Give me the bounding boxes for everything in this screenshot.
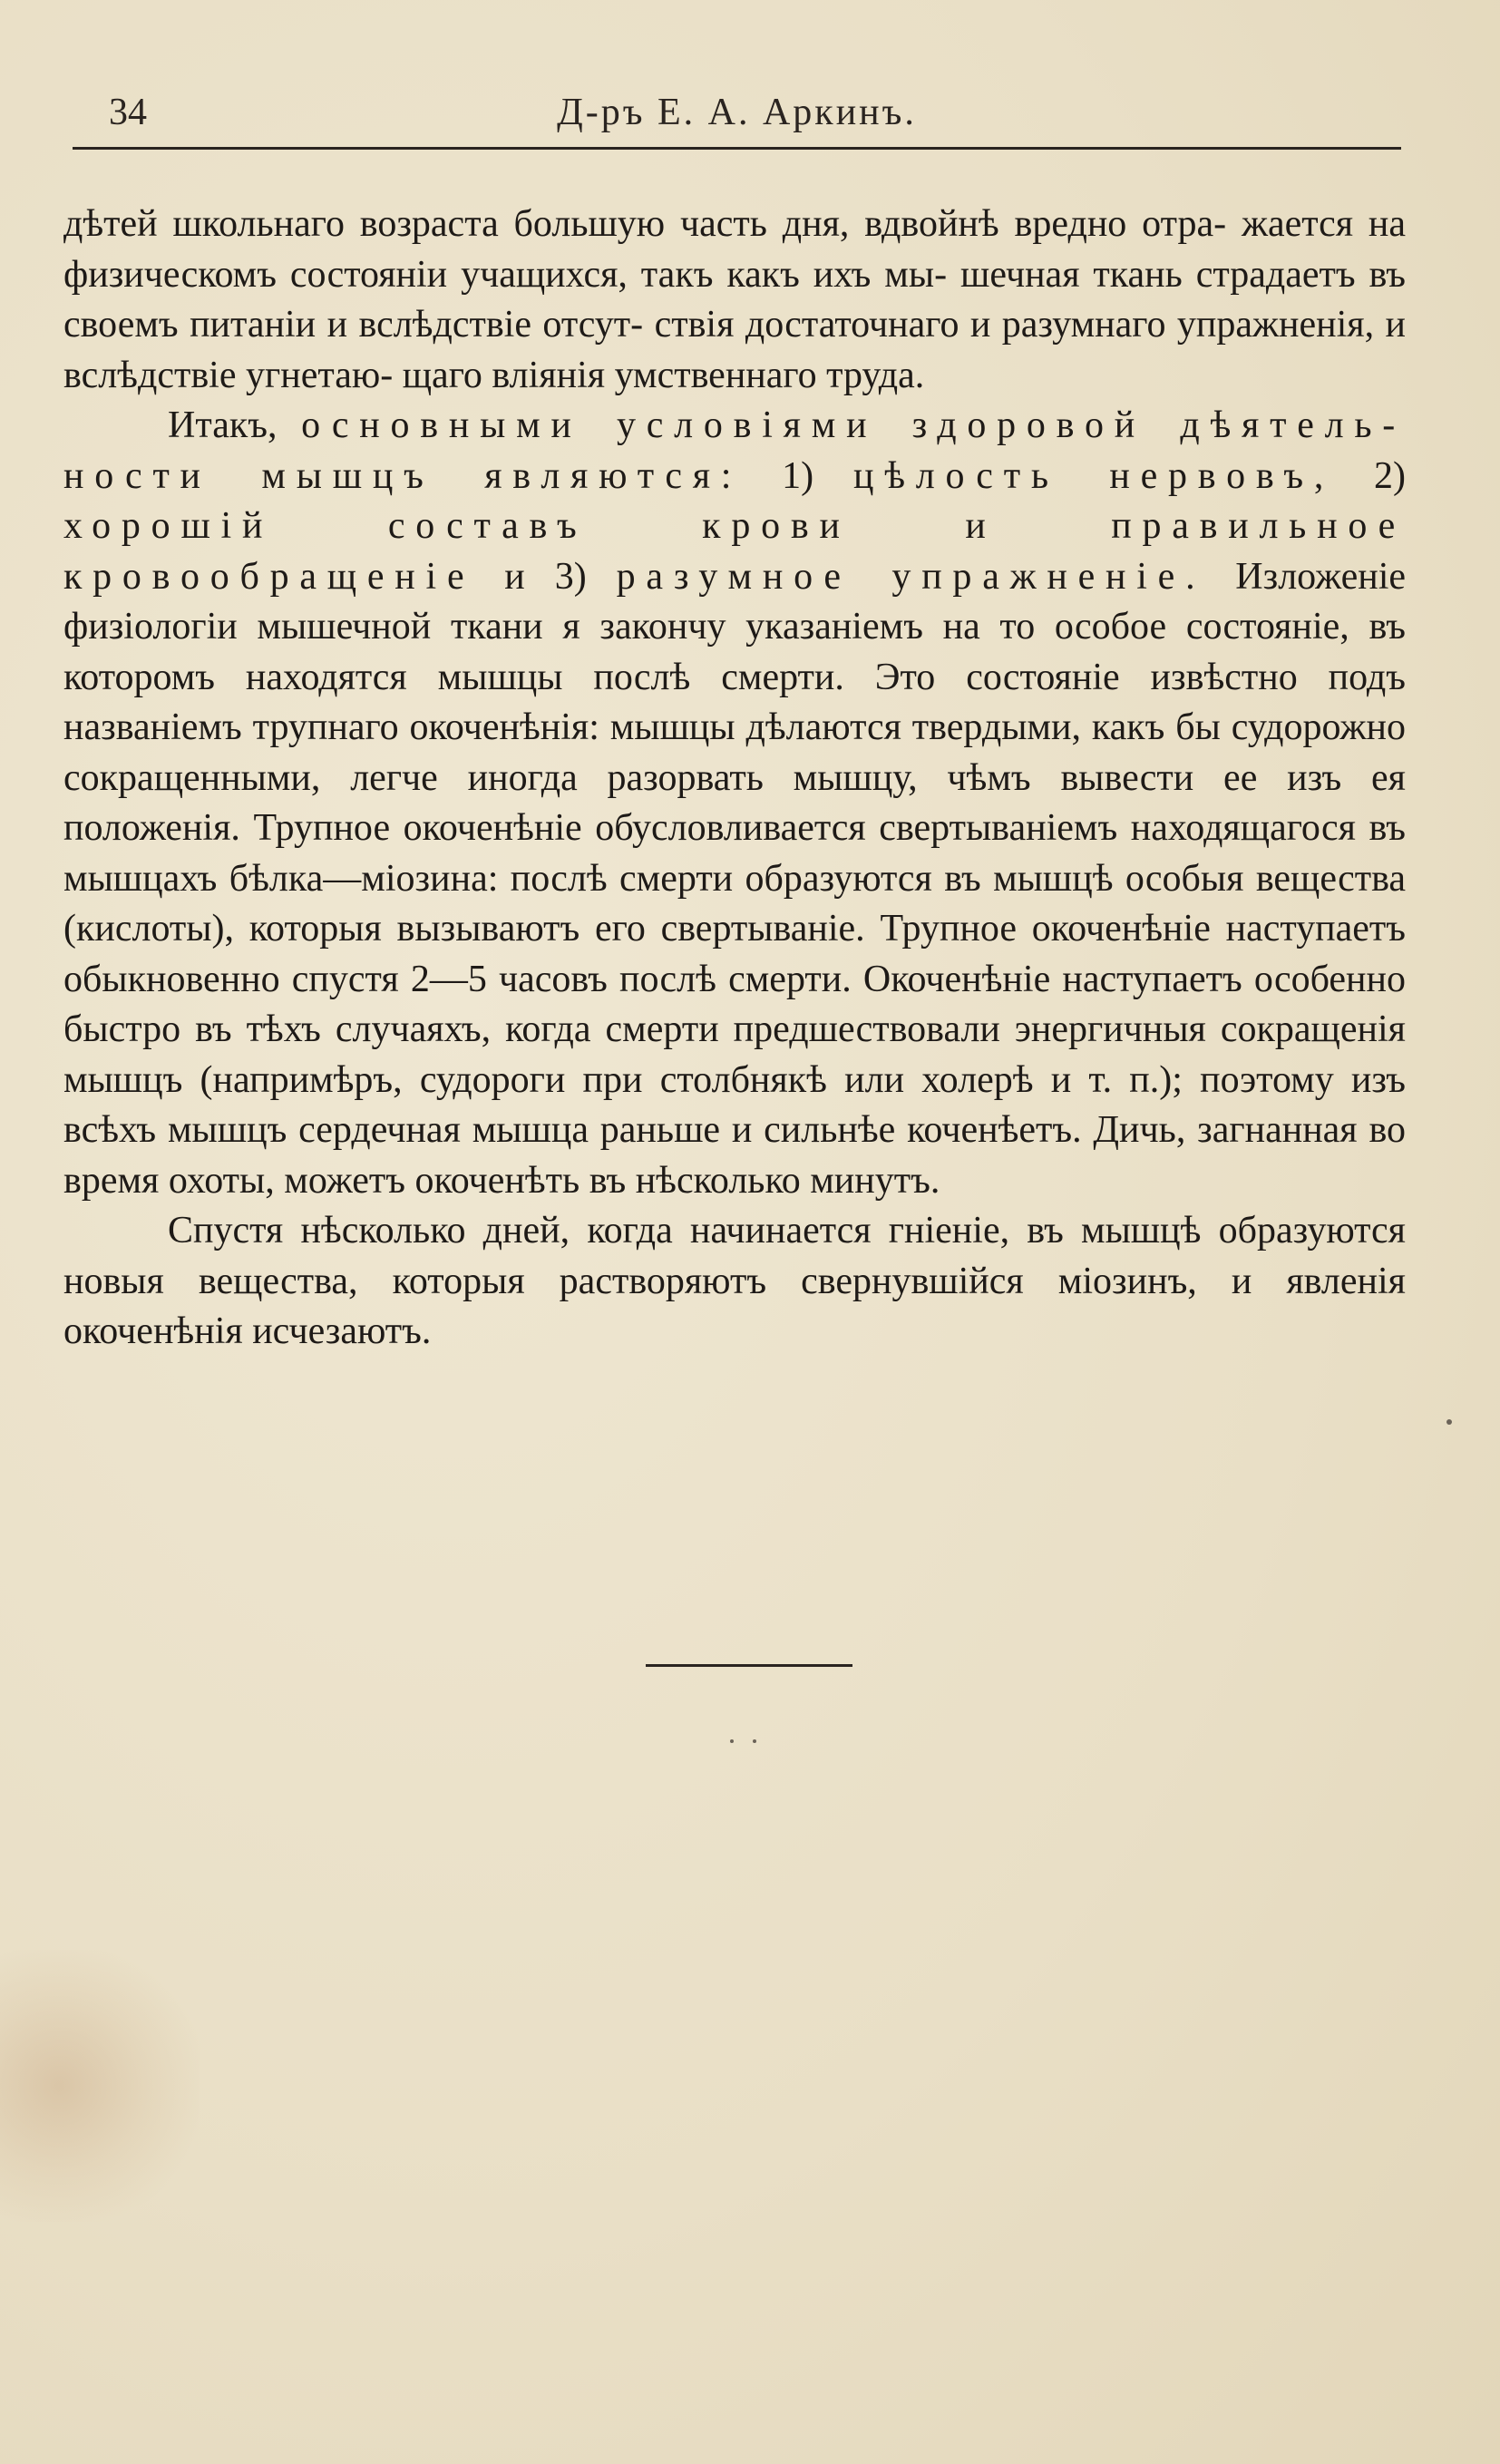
paper-speck: [753, 1739, 756, 1743]
body-text: [63, 200, 1406, 1358]
running-title: Д-ръ Е. А. Аркинъ.: [557, 92, 917, 133]
text-run: 2): [1334, 454, 1406, 497]
page-number: 34: [109, 92, 147, 133]
paper-speck: [730, 1739, 734, 1743]
emphasis-text: основными условiями здоровой дѣятель- ности мышцъ являются:: [63, 404, 1406, 497]
emphasis-text: хорошiй составъ крови и правильное кровообращенiе: [63, 505, 1406, 598]
page-header: [73, 82, 1401, 150]
text-line: дѣтей школьнаго возраста большую часть дня, вдвойнѣ вредно отра-: [63, 203, 1227, 245]
text-run: и 3): [474, 555, 617, 598]
paragraph-3: Спустя нѣсколько дней, когда начинается гнiенiе, въ мышцѣ образуются новыя вещества, которыя растворяютъ свернувшiйся мiозинъ, и явленiя окоченѣнiя исчезаютъ.: [63, 1210, 1406, 1352]
text-line: шечная ткань страдаетъ въ своемъ питанiи и вслѣдствiе отсут-: [63, 253, 1407, 346]
emphasis-text: разумное упражненiе.: [616, 555, 1206, 598]
text-run: 1): [742, 454, 853, 497]
text-run: Изложенiе физiологiи мышечной ткани я закончу указанiемъ на то особое состоянiе, въ которомъ находятся мышцы послѣ смерти. Это состоянiе извѣстно подъ названiемъ трупнаго окоченѣнiя: мышцы дѣлаются твердыми, какъ бы судорожно сокращенными, легче иногда разорвать мышцу, чѣмъ вывести ее изъ ея положенiя. Трупное окоченѣнiе обусловливается свертыванiемъ находящагося въ мышцахъ бѣлка—мiозина: послѣ смерти образуются въ мышцѣ особыя вещества (кислоты), которыя вызываютъ его свертыванiе. Трупное окоченѣнiе наступаетъ обыкновенно спустя 2—5 часовъ послѣ смерти. Окоченѣнiе наступаетъ особенно быстро въ тѣхъ случаяхъ, когда смерти предшествовали энергичныя сокращенiя мышцъ (напримѣръ, судороги при столбнякѣ или холерѣ и т. п.); поэтому изъ всѣхъ мышцъ сердечная мышца раньше и сильнѣе коченѣетъ. Дичь, загнанная во время охоты, можетъ окоченѣть въ нѣсколько минутъ.: [63, 555, 1407, 1202]
paper-stain: [0, 1950, 200, 2222]
text-line: жается на физическомъ состоянiи учащихся, такъ какъ ихъ мы-: [63, 203, 1407, 296]
paragraph-2: [63, 401, 1406, 1206]
section-end-rule: [646, 1664, 852, 1667]
emphasis-text: цѣлость нервовъ,: [852, 454, 1335, 497]
paragraph-1: [63, 200, 1406, 401]
text-line: щаго влiянiя умственнаго труда.: [402, 354, 925, 396]
text-line: ствiя достаточнаго и разумнаго упражненiя, и вслѣдствiе угнетаю-: [63, 304, 1407, 396]
paper-speck: [1446, 1419, 1452, 1425]
text-run: Итакъ,: [168, 404, 302, 446]
